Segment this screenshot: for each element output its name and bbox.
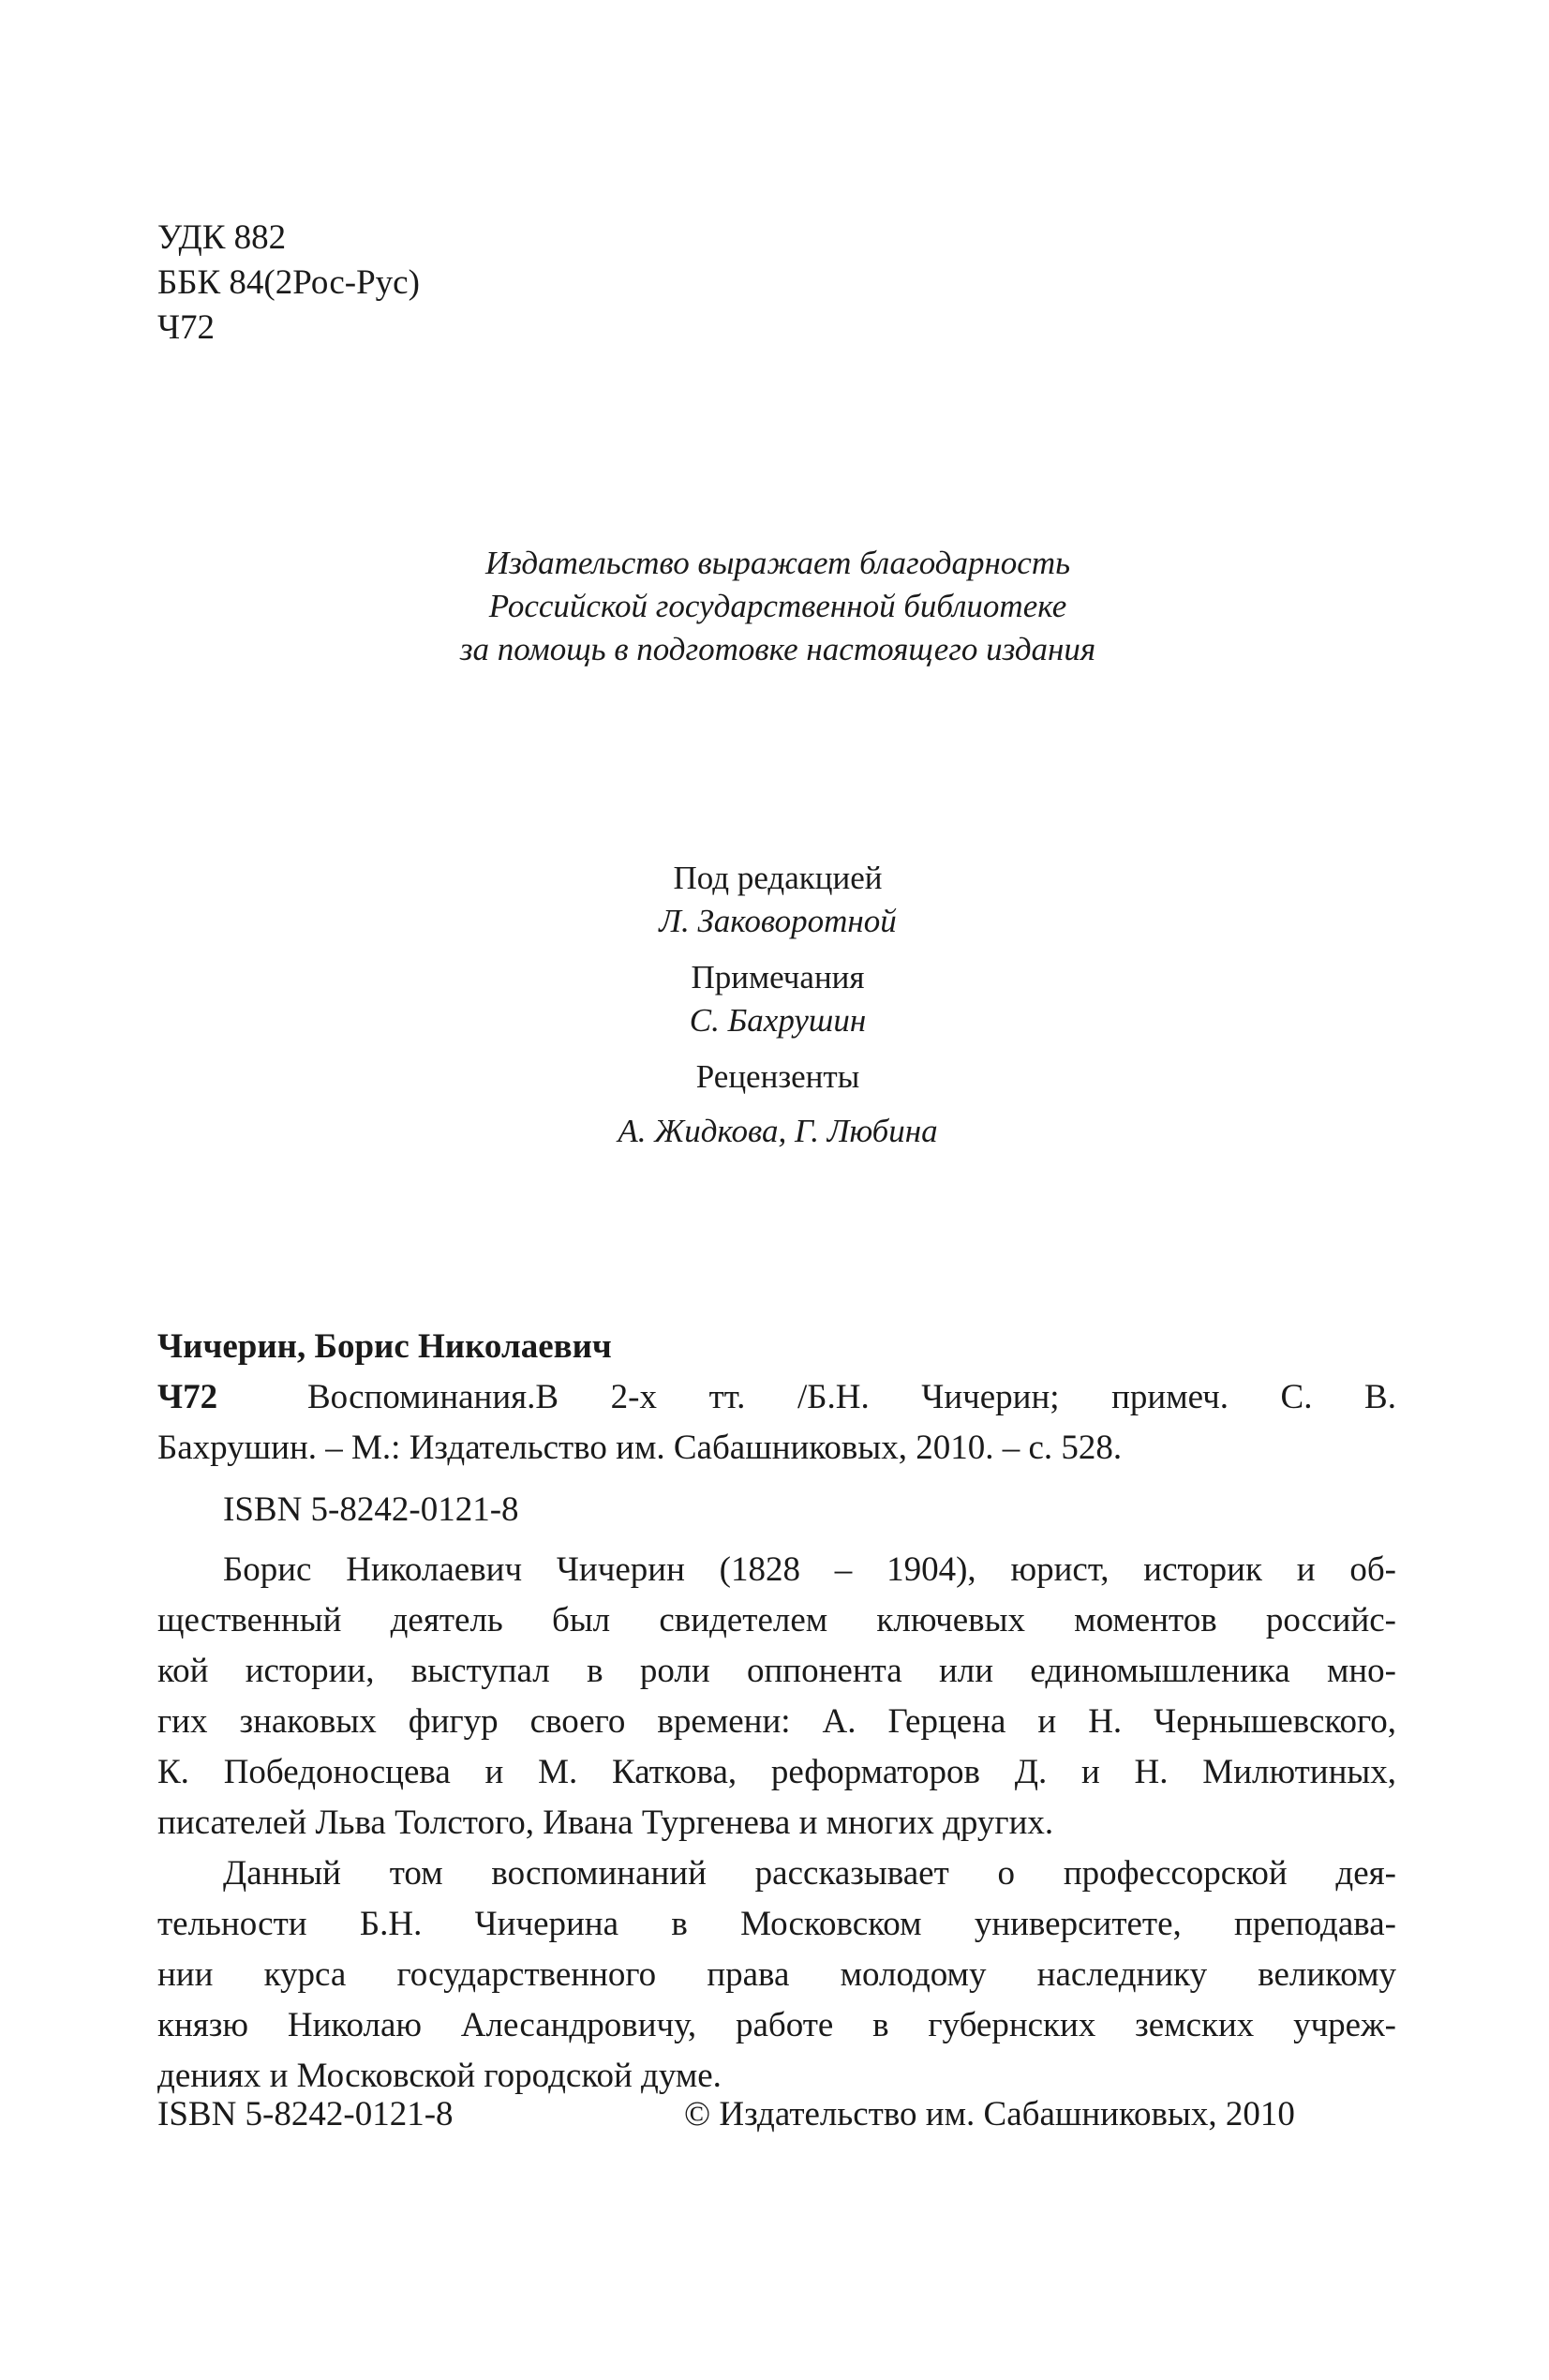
annotation-line: Данный том воспоминаний рассказывает о профессорской дея- (223, 1854, 1396, 1893)
annotation-line: князю Николаю Алесандровичу, работе в губернских земских учреж- (157, 2006, 1396, 2044)
catalog-entry (157, 1322, 1396, 2102)
annotation-line: тельности Б.Н. Чичерина в Московском университете, преподава- (157, 1905, 1396, 1943)
credits-block (281, 857, 1274, 1153)
reviewers-names: А. Жидкова, Г. Любина (618, 1113, 938, 1149)
annotation-paragraph (157, 1849, 1396, 2102)
bbk-code: ББК 84(2Рос-Рус) (157, 263, 420, 302)
catalog-isbn: ISBN 5-8242-0121-8 (223, 1490, 519, 1529)
reviewers-role: Рецензенты (695, 1058, 860, 1095)
annotation-line: писателей Льва Толстого, Ивана Тургенева и многих других. (157, 1804, 1054, 1842)
udk-code: УДК 882 (157, 218, 287, 257)
notes-role: Примечания (691, 959, 865, 995)
footer-copyright: © Издательство им. Сабашниковых, 2010 (684, 2095, 1295, 2133)
catalog-author: Чичерин, Борис Николаевич (157, 1327, 612, 1366)
annotation-line: К. Победоносцева и М. Каткова, реформаторов Д. и Н. Милютиных, (157, 1753, 1396, 1791)
catalog-entry-line: Бахрушин. – М.: Издательство им. Сабашниковых, 2010. – с. 528. (157, 1429, 1123, 1467)
annotation-paragraph (157, 1545, 1396, 1849)
annotation-line: кой истории, выступал в роли оппонента или единомышленика мно- (157, 1652, 1396, 1690)
acknowledgement-line: Российской государственной библиотеке (488, 588, 1067, 624)
annotation-line: щественный деятель был свидетелем ключевых моментов российс- (157, 1601, 1396, 1639)
editor-role: Под редакцией (673, 860, 883, 896)
acknowledgement-line: за помощь в подготовке настоящего издания (459, 631, 1096, 667)
catalog-entry-line (157, 1372, 1396, 1423)
author-sign-code: Ч72 (157, 308, 216, 347)
catalog-description: Воспоминания.В 2-х тт. /Б.Н. Чичерин; примеч. С. В. (307, 1378, 1396, 1416)
annotation-line: Борис Николаевич Чичерин (1828 – 1904), юрист, историк и об- (223, 1550, 1396, 1589)
classification-block (157, 216, 420, 351)
notes-name: С. Бахрушин (689, 1002, 867, 1039)
acknowledgement-line: Издательство выражает благодарность (484, 545, 1071, 581)
footer-isbn: ISBN 5-8242-0121-8 (157, 2095, 454, 2133)
catalog-code: Ч72 (157, 1378, 218, 1416)
annotation-line: нии курса государственного права молодому наследнику великому (157, 1955, 1396, 1994)
editor-name: Л. Заковоротной (659, 903, 897, 939)
acknowledgement (281, 542, 1274, 671)
annotation-line: гих знаковых фигур своего времени: А. Герцена и Н. Чернышевского, (157, 1702, 1396, 1741)
annotation-line: дениях и Московской городской думе. (157, 2057, 722, 2095)
